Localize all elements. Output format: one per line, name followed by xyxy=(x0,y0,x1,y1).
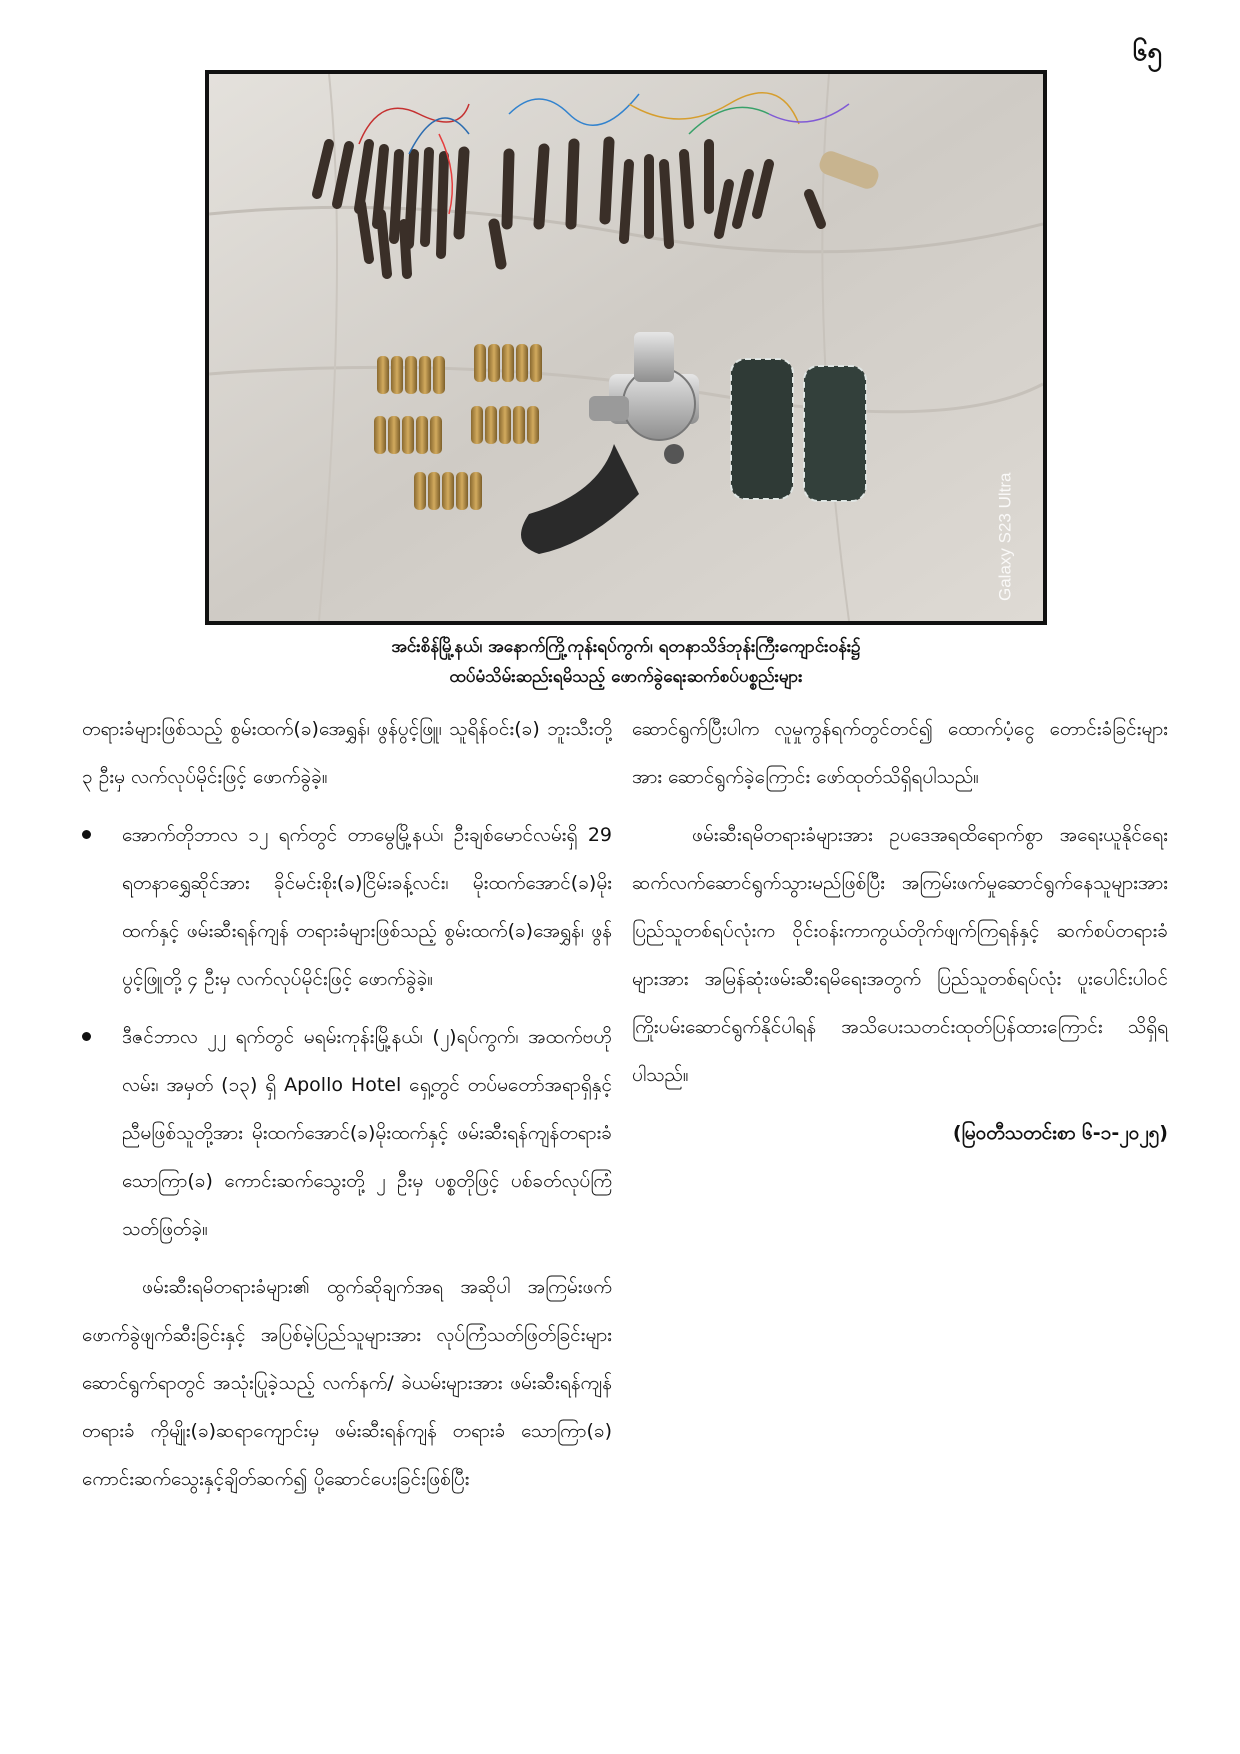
caption-line-1: အင်းစိန်မြို့နယ်၊ အနောက်ကြို့ကုန်းရပ်ကွက်၊ ရတနာသိဒ်ဘုန်းကြီးကျောင်းဝန်း၌ xyxy=(391,637,861,657)
bullet-dot xyxy=(82,830,91,839)
right-paragraph-1: ဆောင်ရွက်ပြီးပါက လူမှုကွန်ရက်တွင်တင်၍ ထောက်ပံ့ငွေ တောင်းခံခြင်းများအား ဆောင်ရွက်ခဲ့ကြောင်း ဖော်ထုတ်သိရှိရပါသည်။ xyxy=(632,718,1168,788)
bullet-text-december: ဒီဇင်ဘာလ ၂၂ ရက်တွင် မရမ်းကုန်းမြို့နယ်၊ (၂)ရပ်ကွက်၊ အထက်ဗဟိုလမ်း၊ အမှတ် (၁၃) ရှိ Apollo Hotel ရှေ့တွင် တပ်မတော်အရာရှိနှင့် ညီမဖြစ်သူတို့အား မိုးထက်အောင်(ခ)မိုးထက်နှင့် ဖမ်းဆီးရန်ကျန်တရားခံ သောကြာ(ခ) ကောင်းဆက်သွေးတို့ ၂ ဦးမှ ပစ္စတိုဖြင့် ပစ်ခတ်လုပ်ကြံသတ်ဖြတ်ခဲ့။ xyxy=(122,1026,612,1240)
bullet-dot xyxy=(82,1032,91,1041)
bullet-item-december xyxy=(82,1013,612,1253)
photo-caption xyxy=(205,632,1047,692)
left-paragraph-1: တရားခံများဖြစ်သည့် စွမ်းထက်(ခ)အေရွှန်၊ ဖွန်ပွင့်ဖြူ၊ သူရိန်ဝင်း(ခ) ဘူးသီးတို့ ၃ ဦးမှ လက်လုပ်မိုင်းဖြင့် ဖောက်ခွဲခဲ့။ xyxy=(82,718,612,788)
bullet-text-october: အောက်တိုဘာလ ၁၂ ရက်တွင် တာမွေမြို့နယ်၊ ဦးချစ်မောင်လမ်းရှိ 29 ရတနာရွှေဆိုင်အား ခိုင်မင်းစိုး(ခ)ငြိမ်းခန့်လင်း၊ မိုးထက်အောင်(ခ)မိုးထက်နှင့် ဖမ်းဆီးရန်ကျန် တရားခံများဖြစ်သည့် စွမ်းထက်(ခ)အေရွှန်၊ ဖွန်ပွင့်ဖြူတို့ ၄ ဦးမှ လက်လုပ်မိုင်းဖြင့် ဖောက်ခွဲခဲ့။ xyxy=(122,824,612,990)
left-column xyxy=(82,705,612,1513)
right-column xyxy=(632,705,1168,1157)
news-source: (မြဝတီသတင်းစာ ၆-၁-၂၀၂၅) xyxy=(952,1122,1168,1144)
evidence-photo xyxy=(205,70,1047,625)
evidence-photo-drawing xyxy=(209,74,1043,621)
left-paragraph-2: ဖမ်းဆီးရမိတရားခံများ၏ ထွက်ဆိုချက်အရ အဆိုပါ အကြမ်းဖက်ဖောက်ခွဲဖျက်ဆီးခြင်းနှင့် အပြစ်မဲ့ပြည်သူများအား လုပ်ကြံသတ်ဖြတ်ခြင်းများ ဆောင်ရွက်ရာတွင် အသုံးပြုခဲ့သည့် လက်နက်/ ခဲယမ်းများအား ဖမ်းဆီးရန်ကျန် တရားခံ ကိုမျိုး(ခ)ဆရာကျောင်းမှ ဖမ်းဆီးရန်ကျန် တရားခံ သောကြာ(ခ) ကောင်းဆက်သွေးနှင့်ချိတ်ဆက်၍ ပို့ဆောင်ပေးခြင်းဖြစ်ပြီး xyxy=(82,1276,612,1490)
bullet-item-october xyxy=(82,811,612,1003)
caption-line-2: ထပ်မံသိမ်းဆည်းရမိသည့် ဖောက်ခွဲရေးဆက်စပ်ပစ္စည်းများ xyxy=(449,667,803,687)
page-number: ၆၅ xyxy=(1132,37,1162,67)
right-paragraph-2: ဖမ်းဆီးရမိတရားခံများအား ဥပဒေအရထိရောက်စွာ အရေးယူနိုင်ရေး ဆက်လက်ဆောင်ရွက်သွားမည်ဖြစ်ပြီး အကြမ်းဖက်မှုဆောင်ရွက်နေသူများအား ပြည်သူတစ်ရပ်လုံးက ဝိုင်းဝန်းကာကွယ်တိုက်ဖျက်ကြရန်နှင့် ဆက်စပ်တရားခံများအား အမြန်ဆုံးဖမ်းဆီးရမိရေးအတွက် ပြည်သူတစ်ရပ်လုံး ပူးပေါင်းပါဝင်ကြိုးပမ်းဆောင်ရွက်နိုင်ပါရန် အသိပေးသတင်းထုတ်ပြန်ထားကြောင်း သိရှိရပါသည်။ xyxy=(632,824,1168,1086)
camera-watermark: Galaxy S23 Ultra xyxy=(995,472,1014,601)
